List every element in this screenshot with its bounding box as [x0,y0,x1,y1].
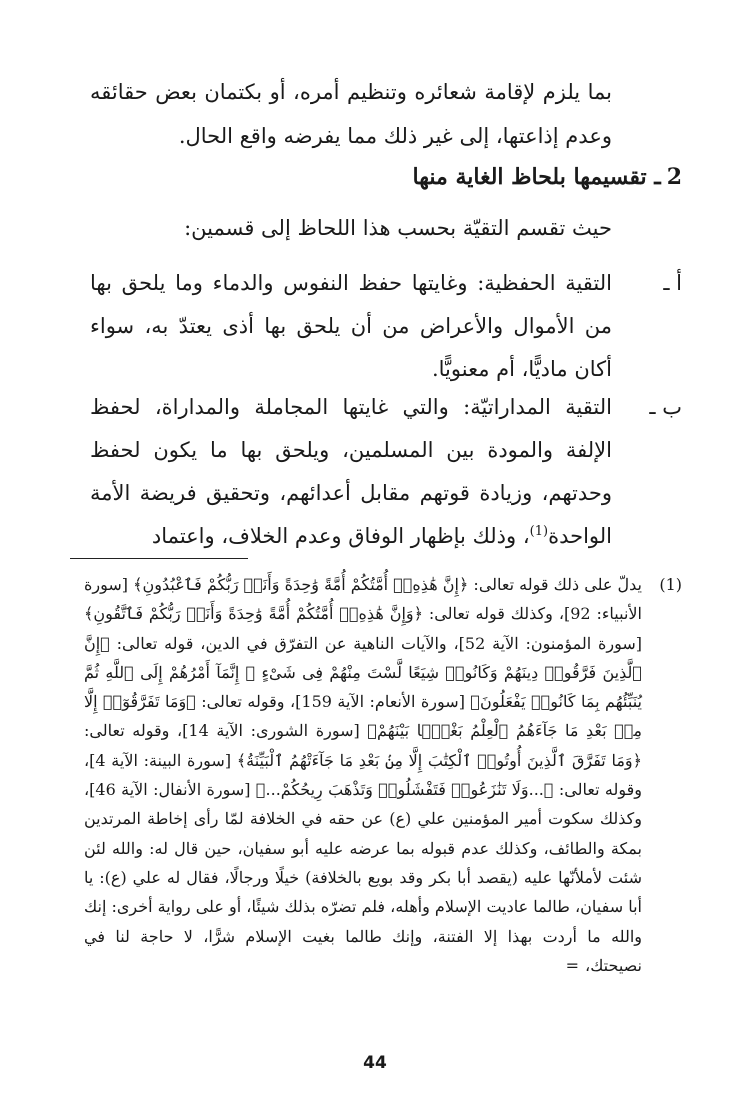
footnote-separator [70,558,248,559]
section-heading [90,164,682,190]
list-item-mudarati [90,386,682,558]
section-title: ـ تقسيمها بلحاظ الغاية منها [412,164,661,190]
list-item-text-part: ، وذلك بإظهار الوفاق وعدم الخلاف، واعتماد [151,524,530,548]
list-item-hifziyya [90,262,682,391]
list-item-text-part: التقية المداراتيّة: والتي غايتها المجاملة والمداراة، لحفظ الإلفة والمودة بين المسلمين، ويلحق بها ما يكون لحفظ وحدتهم، وزيادة قوتهم مقابل أعدائهم، وتحقيق فريضة الأمة الواحدة [90,395,612,548]
footnote-text [84,570,642,980]
section-number: 2 [666,164,682,190]
footnote-reference[interactable]: (1) [529,524,549,539]
list-item-text: التقية الحفظية: وغايتها حفظ النفوس والدماء وما يلحق بها من الأموال والأعراض من أن يلحق بها أذى يعتدّ به، سواء أكان ماديًّا، أم معنويًّا. [90,271,612,381]
list-marker: أ ـ [663,271,682,295]
page-number: 44 [363,1053,387,1073]
list-marker: ب ـ [649,395,682,419]
list-item-text [90,386,612,558]
intro-paragraph: بما يلزم لإقامة شعائره وتنظيم أمره، أو بكتمان بعض حقائقه وعدم إذاعتها، إلى غير ذلك مما يفرضه واقع الحال. [90,80,612,148]
footnote [84,570,682,980]
footnote-number: (1) [659,575,682,594]
footnote-body: يدلّ على ذلك قوله تعالى: ﴿إِنَّ هَٰذِهِۦٓ أُمَّتُكُمْ أُمَّةً وَٰحِدَةً وَأَنَا۠ رَبُّكُمْ فَٱعْبُدُونِ﴾ [سورة الأنبياء: 92]، وكذلك قوله تعالى: ﴿وَإِنَّ هَٰذِهِۦٓ أُمَّتُكُمْ أُمَّةً وَٰحِدَةً وَأَنَا۠ رَبُّكُمْ فَٱتَّقُونِ﴾ [سورة المؤمنون: الآية 52]، والآيات الناهية عن التفرّق في الدين، قوله تعالى: ﴿إِنَّ ٱلَّذِينَ فَرَّقُوا۟ دِينَهُمْ وَكَانُوا۟ شِيَعًا لَّسْتَ مِنْهُمْ فِى شَىْءٍ ۚ إِنَّمَآ أَمْرُهُمْ إِلَى ٱللَّهِ ثُمَّ يُنَبِّئُهُم بِمَا كَانُوا۟ يَفْعَلُونَ﴾ [سورة الأنعام: الآية 159]، وقوله تعالى: ﴿وَمَا تَفَرَّقُوٓا۟ إِلَّا مِنۢ بَعْدِ مَا جَآءَهُمُ ٱلْعِلْمُ بَغْيًۢا بَيْنَهُمْ﴾ [سورة الشورى: الآية 14]، وقوله تعالى: ﴿وَمَا تَفَرَّقَ ٱلَّذِينَ أُوتُوا۟ ٱلْكِتَٰبَ إِلَّا مِنۢ بَعْدِ مَا جَآءَتْهُمُ ٱلْبَيِّنَةُ﴾ [سورة البينة: الآية 4]، وقوله تعالى: ﴿...وَلَا تَنَٰزَعُوا۟ فَتَفْشَلُوا۟ وَتَذْهَبَ رِيحُكُمْ...﴾ [سورة الأنفال: الآية 46]، وكذلك سكوت أمير المؤمنين علي (ع) عن حقه في الخلافة لمّا رأى إخاطة المرتدين بمكة والطائف، وكذلك عدم قبوله بما عرضه عليه أبو سفيان، حين قال له: والله لئن شئت لأملأنّها عليه (يقصد أبا بكر وقد بويع بالخلافة) خيلًا ورجالًا، فقال له علي (ع): يا أبا سفيان، طالما عاديت الإسلام وأهله، فلم تضرّه بذلك شيئًا، أو على رواية أخرى: إنك والله ما أردت بهذا إلا الفتنة، وإنك طالما بغيت الإسلام شرًّا، لا حاجة لنا في نصيحتك، [84,575,643,975]
lead-paragraph: حيث تقسم التقيّة بحسب هذا اللحاظ إلى قسمين: [184,216,612,240]
footnote-continuation-mark: = [565,955,580,975]
